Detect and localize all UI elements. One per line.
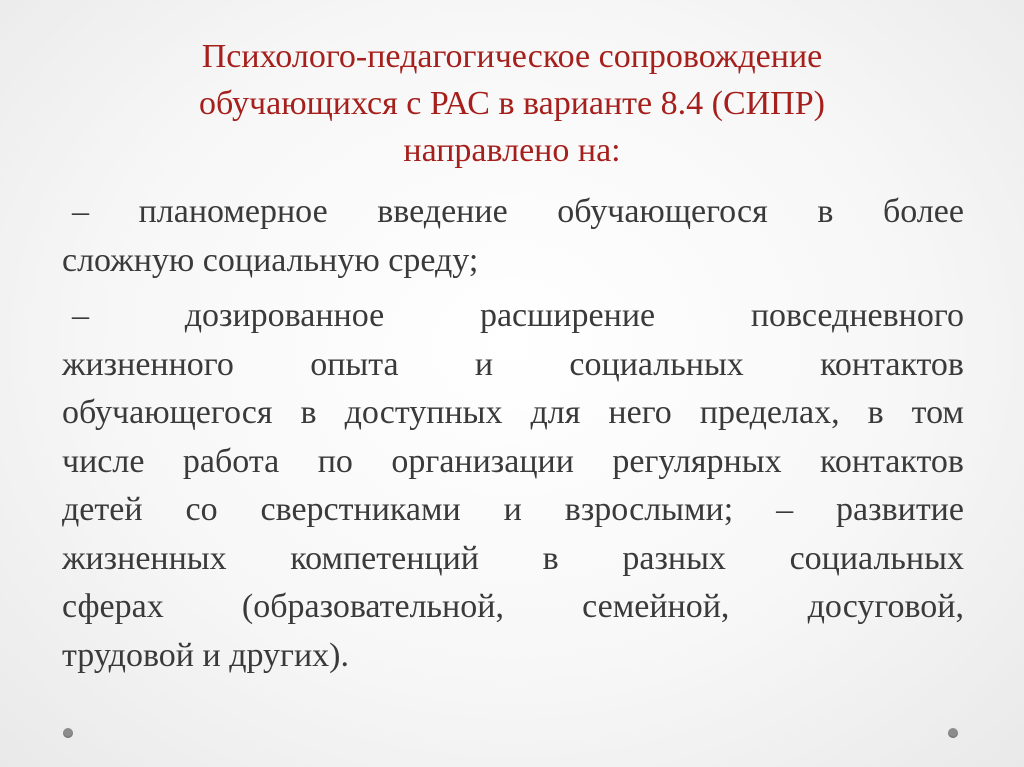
inline-dash: –: [776, 491, 794, 528]
bullet-2-line-5: [62, 486, 964, 535]
bullet-2-line-3: [62, 389, 964, 438]
word: числе: [62, 442, 145, 480]
word: обучающегося: [557, 193, 768, 230]
bullet-dash: –: [72, 193, 89, 230]
word: расширение: [479, 297, 656, 334]
word: том: [911, 394, 964, 431]
bullet-1-line-2: [62, 237, 964, 286]
word: введение: [377, 193, 508, 230]
word: социальных: [569, 345, 744, 383]
word: сверстниками: [260, 491, 461, 528]
word: в: [817, 193, 834, 230]
word: в: [300, 394, 317, 431]
bullet-2-line-4: [62, 438, 964, 487]
line-text: трудовой и других).: [62, 636, 350, 674]
word: взрослыми;: [564, 491, 734, 528]
word: работа: [182, 442, 280, 480]
word: сферах: [62, 588, 164, 625]
word: него: [608, 394, 672, 431]
word: жизненного: [62, 345, 234, 383]
slide-title: [100, 33, 924, 174]
bullet-2-line-6: [62, 535, 964, 584]
word: в: [542, 539, 559, 577]
word: дозированное: [184, 297, 385, 334]
word: регулярных: [612, 442, 782, 480]
bullet-2-line-2: [62, 341, 964, 390]
word: обучающегося: [62, 394, 273, 431]
word: контактов: [820, 345, 964, 383]
word: досуговой,: [807, 588, 964, 625]
word: развитие: [836, 491, 964, 528]
bullet-dash: –: [72, 297, 89, 334]
word: доступных: [344, 394, 503, 431]
bullet-2: [62, 292, 964, 680]
word: контактов: [820, 442, 964, 480]
bullet-1-line-1: [62, 188, 964, 237]
word: семейной,: [582, 588, 730, 625]
word: опыта: [310, 345, 399, 383]
decorative-dot-right: [948, 728, 958, 738]
bullet-2-line-7: [62, 583, 964, 632]
word: детей: [62, 491, 143, 528]
word: пределах,: [699, 394, 840, 431]
decorative-dot-left: [63, 728, 73, 738]
word: жизненных: [62, 539, 227, 577]
word: компетенций: [290, 539, 479, 577]
word: разных: [622, 539, 726, 577]
word: и: [474, 345, 494, 383]
line-text: сложную социальную среду;: [62, 241, 479, 279]
word: (образовательной,: [241, 588, 504, 625]
word: организации: [391, 442, 574, 480]
title-line-2: обучающихся с РАС в варианте 8.4 (СИПР): [199, 85, 825, 122]
word: и: [503, 491, 522, 528]
word: планомерное: [138, 193, 328, 230]
bullet-1: [62, 188, 964, 285]
word: более: [882, 193, 964, 230]
word: со: [185, 491, 218, 528]
bullet-2-line-1: [62, 292, 964, 341]
title-line-3: направлено на:: [403, 132, 621, 169]
word: в: [867, 394, 884, 431]
bullet-2-line-8: [62, 632, 964, 681]
word: по: [317, 442, 353, 480]
word: социальных: [789, 539, 964, 577]
word: повседневного: [750, 297, 964, 334]
title-line-1: Психолого-педагогическое сопровождение: [201, 38, 823, 75]
word: для: [530, 394, 581, 431]
